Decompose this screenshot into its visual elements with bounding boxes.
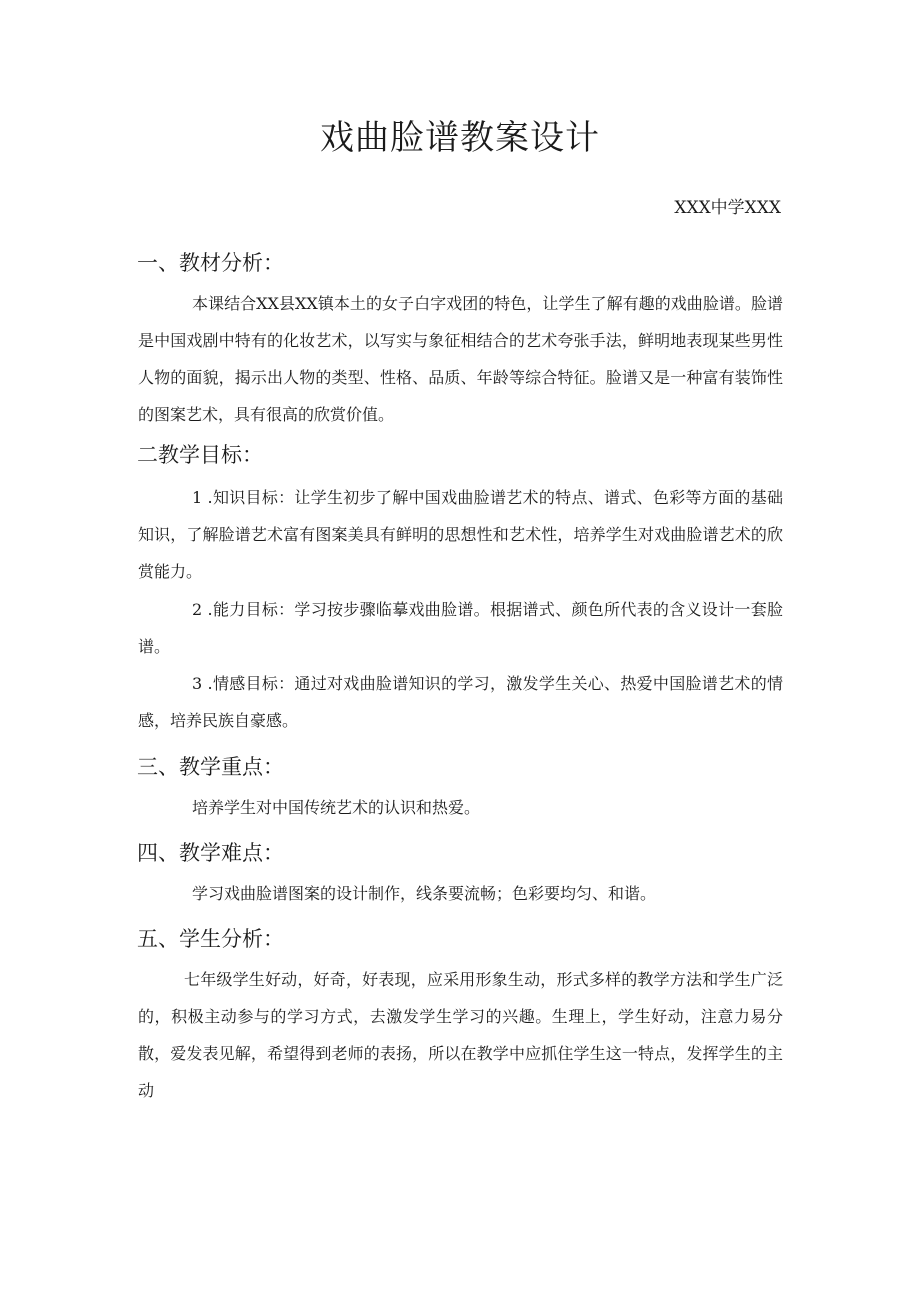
section-paragraph: 本课结合XX县XX镇本土的女子白字戏团的特色，让学生了解有趣的戏曲脸谱。脸谱是中国戏剧中特有的化妆艺术，以写实与象征相结合的艺术夸张手法，鲜明地表现某些男性人物的面貌，揭示出人物的类型、性格、品质、年龄等综合特征。脸谱又是一种富有装饰性的图案艺术，具有很高的欣赏价值。 xyxy=(138,294,783,424)
author-line: XXX中学XXX xyxy=(674,198,781,218)
section-paragraph: 培养学生对中国传统艺术的认识和热爱。 xyxy=(192,798,481,817)
section-heading-student-analysis: 五、学生分析： xyxy=(137,927,284,951)
section-heading-key-points: 三、教学重点： xyxy=(137,755,284,779)
section-paragraph: 1 .知识目标：让学生初步了解中国戏曲脸谱艺术的特点、谱式、色彩等方面的基础知识，了解脸谱艺术富有图案美具有鲜明的思想性和艺术性，培养学生对戏曲脸谱艺术的欣赏能力。 xyxy=(138,488,783,581)
document-title: 戏曲脸谱教案设计 xyxy=(320,118,600,158)
section-paragraph: 学习戏曲脸谱图案的设计制作，线条要流畅；色彩要均匀、和谐。 xyxy=(192,884,657,903)
section-paragraph: 七年级学生好动，好奇，好表现，应采用形象生动，形式多样的教学方法和学生广泛的，积极主动参与的学习方式，去激发学生学习的兴趣。生理上，学生好动，注意力易分散，爱发表见解，希望得到老师的表扬，所以在教学中应抓住学生这一特点，发挥学生的主动 xyxy=(138,970,783,1100)
section-heading-difficulties: 四、教学难点： xyxy=(137,841,284,865)
section-heading-goals: 二教学目标： xyxy=(137,443,263,467)
section-paragraph: 2 .能力目标：学习按步骤临摹戏曲脸谱。根据谱式、颜色所代表的含义设计一套脸谱。 xyxy=(138,600,783,656)
section-paragraph: 3 .情感目标：通过对戏曲脸谱知识的学习，激发学生关心、热爱中国脸谱艺术的情感，培养民族自豪感。 xyxy=(138,674,783,730)
section-heading-materials: 一、教材分析： xyxy=(137,251,284,275)
